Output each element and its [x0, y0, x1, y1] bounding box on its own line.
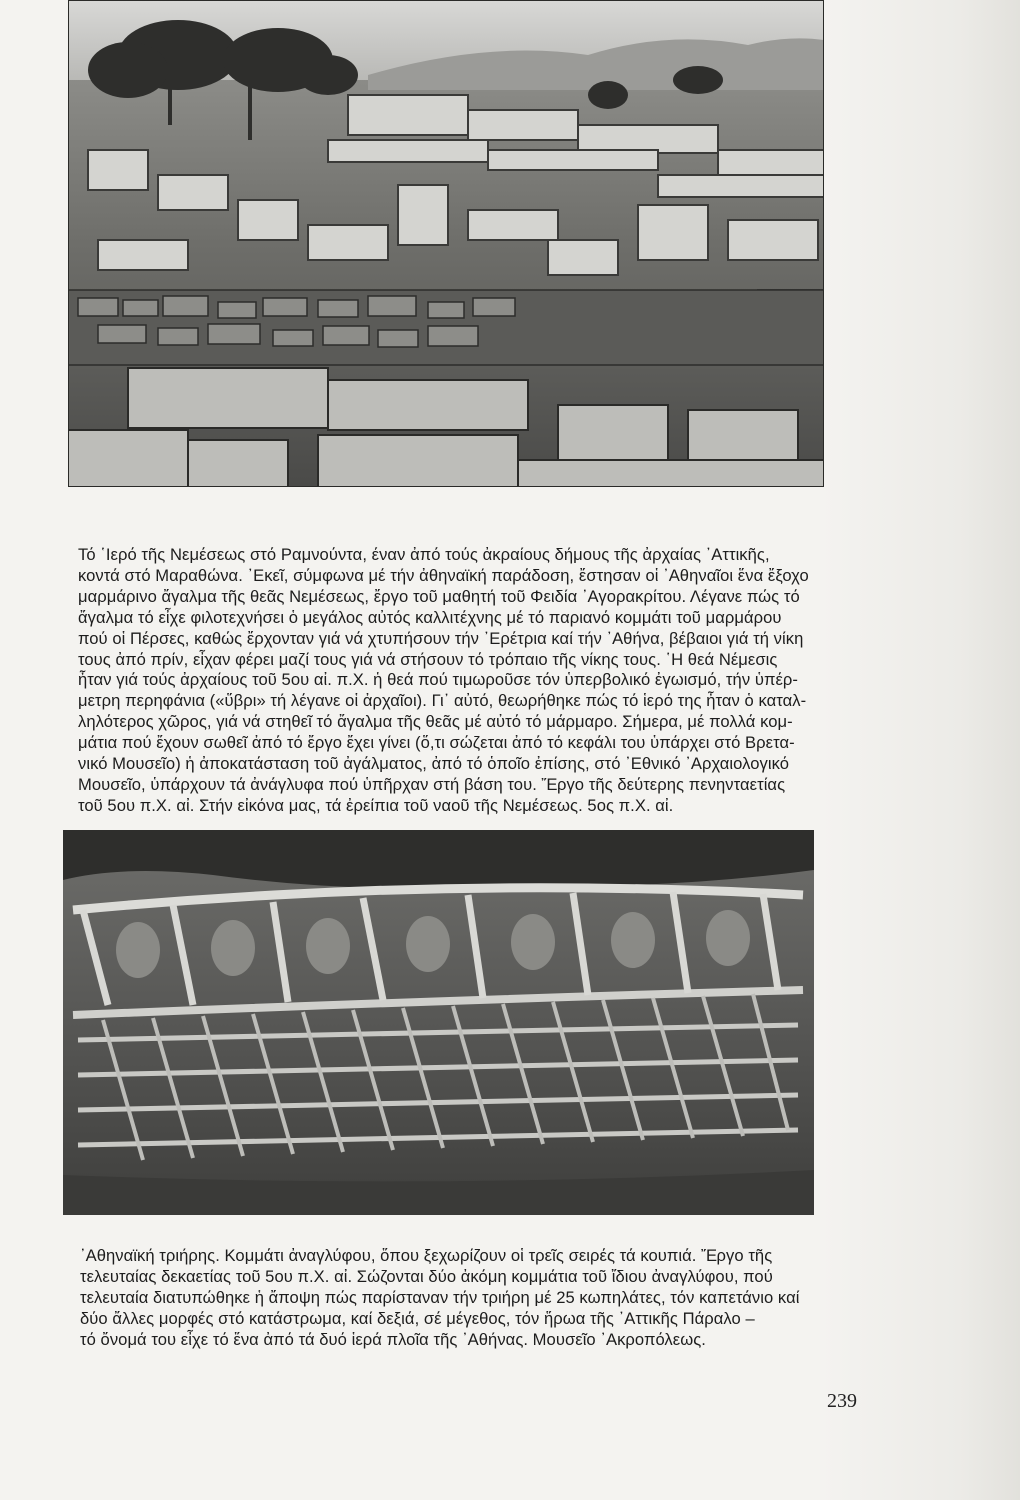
trireme-caption	[80, 1246, 865, 1351]
caption-line: μαρμάρινο ἄγαλμα τῆς θεᾶς Νεμέσεως, ἔργο τοῦ μαθητή τοῦ Φειδία ᾿Αγορακρίτου. Λέγανε πώς τό	[78, 586, 800, 606]
caption-line: ληλότερος χῶρος, γιά νά στηθεῖ τό ἄγαλμα τῆς θεᾶς μέ αὐτό τό μάρμαρο. Σήμερα, μέ πολλά κομ-	[78, 712, 793, 732]
caption-line: μάτια πού ἔχουν σωθεῖ ἀπό τό ἔργο ἔχει γίνει (ὅ,τι σώζεται ἀπό τό κεφάλι του ὑπάρχει στό Βρετα-	[78, 733, 795, 753]
trireme-relief-photograph	[63, 830, 814, 1215]
page-number: 239	[827, 1390, 857, 1412]
trireme-relief-drawing	[63, 830, 814, 1215]
ruins-caption	[78, 545, 863, 817]
caption-line: πού οἱ Πέρσες, καθώς ἔρχονταν γιά νά χτυπήσουν τήν ᾿Ερέτρια καί τήν ᾿Αθήνα, βέβαιοι γιά τή νίκη	[78, 628, 804, 648]
caption-line: τελευταία διατυπώθηκε ἡ ἄποψη πώς παρίσταναν τήν τριήρη μέ 25 κωπηλάτες, τόν καπετάνιο καί	[80, 1287, 800, 1307]
ruins-photo-drawing	[68, 0, 824, 487]
caption-line: δύο ἄλλες μορφές στό κατάστρωμα, καί δεξιά, σέ μέγεθος, τόν ἥρωα τῆς ᾿Αττικῆς Πάραλο –	[80, 1308, 755, 1328]
caption-line: τοῦ 5ου π.Χ. αἰ. Στήν εἰκόνα μας, τά ἐρείπια τοῦ ναοῦ τῆς Νεμέσεως. 5ος π.Χ. αἰ.	[78, 795, 674, 815]
caption-line: ἦταν γιά τούς ἀρχαίους τοῦ 5ου αἰ. π.Χ. ἡ θεά πού τιμωροῦσε τόν ὑπερβολικό ἐγωισμό, τήν ὑπέρ-	[78, 670, 798, 690]
caption-line: ᾿Αθηναϊκή τριήρης. Κομμάτι ἀναγλύφου, ὅπου ξεχωρίζουν οἱ τρεῖς σειρές τά κουπιά. Ἔργο τῆς	[80, 1246, 773, 1265]
caption-line: τους ἀπό πρίν, εἶχαν φέρει μαζί τους γιά νά στήσουν τό τρόπαιο τῆς νίκης τους. ῾Η θεά Νέμεσις	[78, 649, 778, 669]
caption-line: μετρη περηφάνια («ὕβρι» τή λέγανε οἱ ἀρχαῖοι). Γι᾿ αὐτό, θεωρήθηκε πώς τό ἱερό της ἦταν ὁ καταλ-	[78, 691, 807, 711]
caption-line: κοντά στό Μαραθώνα. ᾿Εκεῖ, σύμφωνα μέ τήν ἀθηναϊκή παράδοση, ἔστησαν οἱ ᾿Αθηναῖοι ἕνα ἔξοχο	[78, 565, 809, 585]
rubble-wall	[68, 290, 824, 365]
caption-line: τελευταίας δεκαετίας τοῦ 5ου π.Χ. αἰ. Σώζονται δύο ἀκόμη κομμάτια τοῦ ἴδιου ἀναγλύφου, πού	[80, 1266, 773, 1286]
caption-line: τό ὄνομά του εἶχε τό ἕνα ἀπό τά δυό ἱερά πλοῖα τῆς ᾿Αθήνας. Μουσεῖο ᾿Ακροπόλεως.	[80, 1329, 706, 1349]
ruins-photograph	[68, 0, 824, 487]
caption-line: ἄγαλμα τό εἶχε φιλοτεχνήσει ὁ μεγάλος αὐτός καλλιτέχνης μέ τό παριανό κομμάτι τοῦ μαρμάρου	[78, 607, 782, 627]
caption-line: Μουσεῖο, ὑπάρχουν τά ἀνάγλυφα πού ὑπῆρχαν στή βάση του. Ἔργο τῆς δεύτερης πενηνταετίας	[78, 774, 786, 794]
caption-line: νικό Μουσεῖο) ἡ ἀποκατάσταση τοῦ ἀγάλματος, ἀπό τό ὁποῖο ἐπίσης, στό ᾿Εθνικό ᾿Αρχαιολογικό	[78, 754, 790, 774]
caption-line: Τό ῾Ιερό τῆς Νεμέσεως στό Ραμνούντα, έναν ἀπό τούς ἀκραίους δήμους τῆς ἀρχαίας ᾿Αττικῆς,	[78, 545, 770, 564]
